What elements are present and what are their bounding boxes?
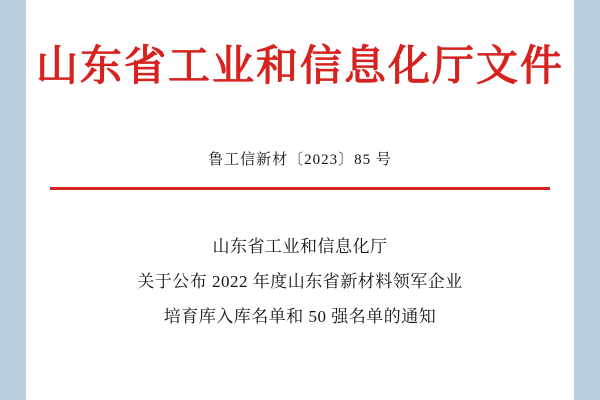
body-line-issuer: 山东省工业和信息化厅 xyxy=(212,237,388,257)
document-body xyxy=(50,230,550,335)
right-page-margin xyxy=(574,0,600,400)
document-number: 鲁工信新材〔2023〕85 号 xyxy=(208,152,392,169)
page-title: 山东省工业和信息化厅文件 xyxy=(35,41,564,90)
red-divider-rule xyxy=(50,187,550,190)
body-line-subject-2: 培育库入库名单和 50 强名单的通知 xyxy=(163,306,437,326)
body-line-subject-1: 关于公布 2022 年度山东省新材料领军企业 xyxy=(137,272,463,292)
left-page-margin xyxy=(0,0,26,400)
